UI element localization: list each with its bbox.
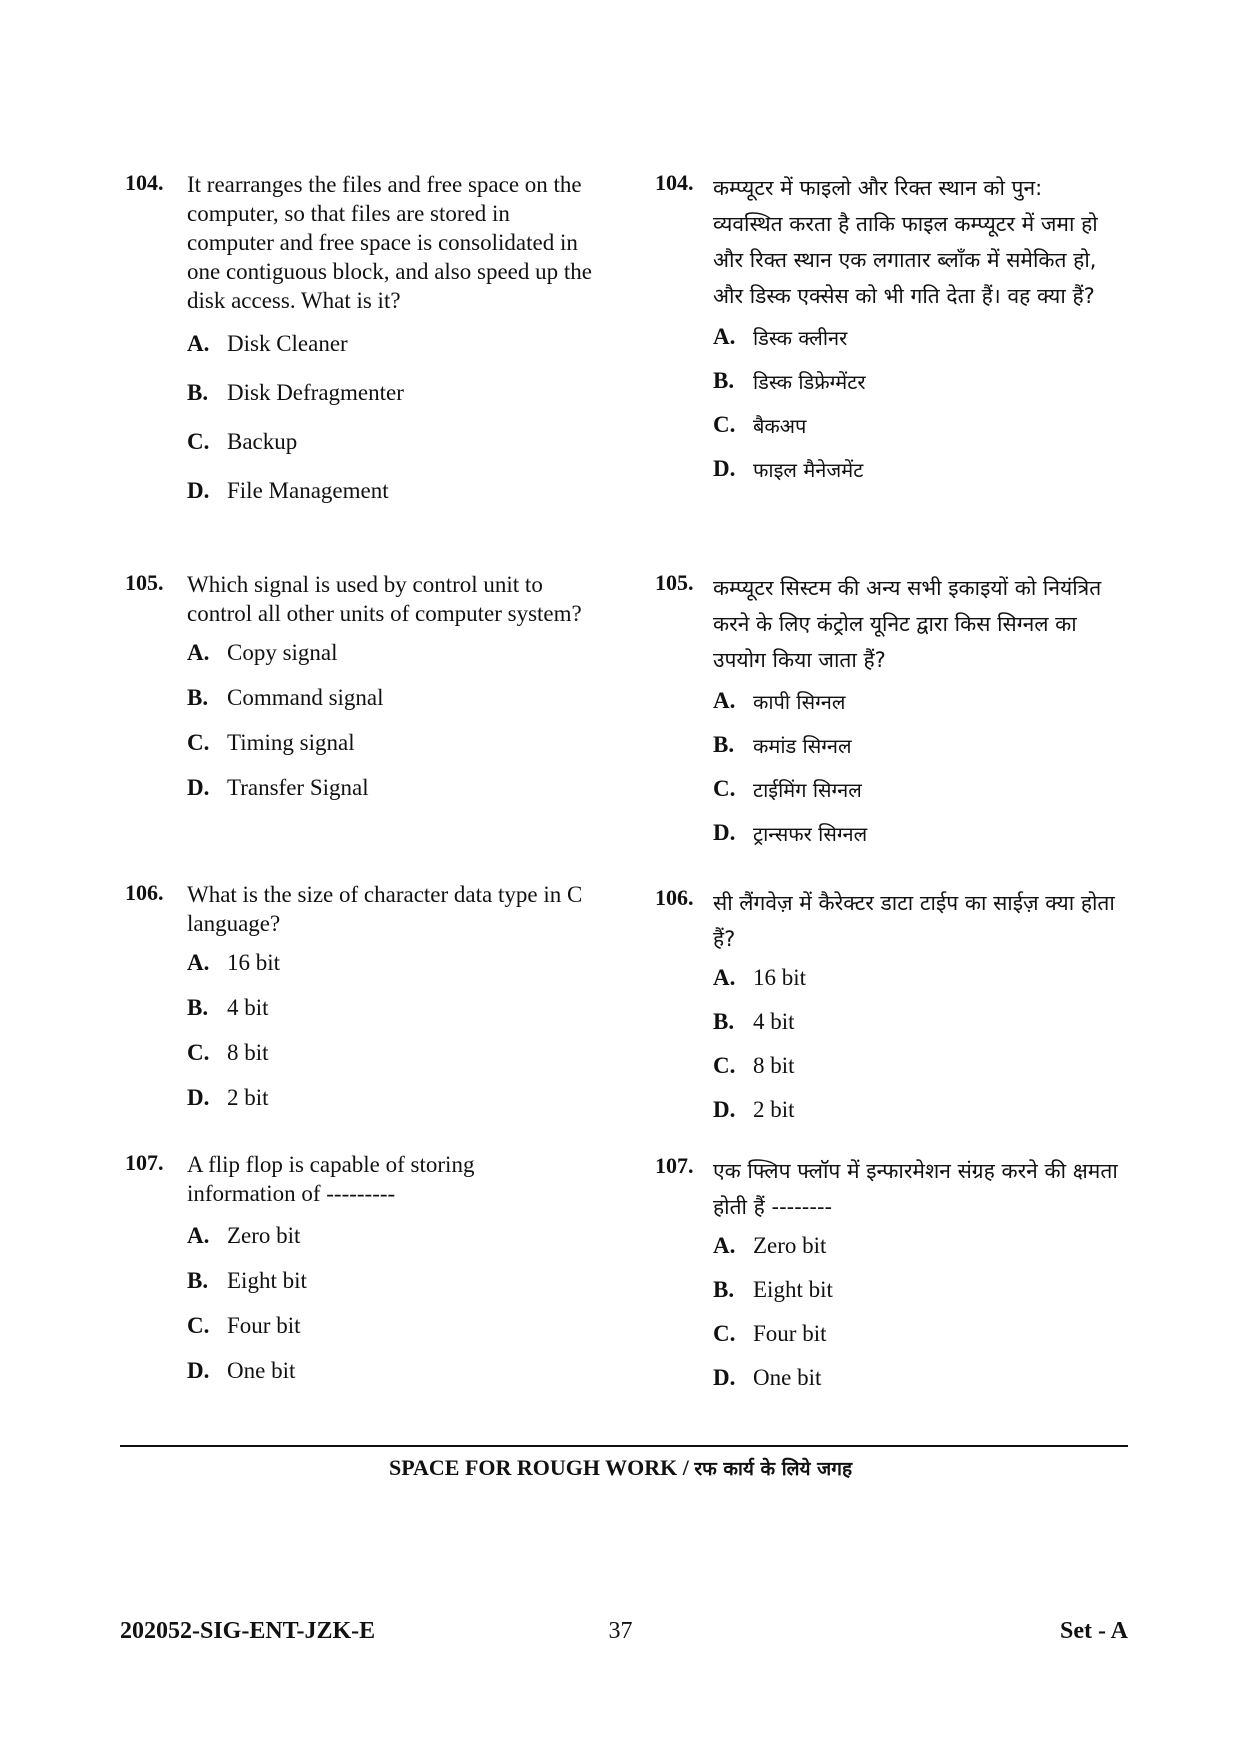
question-number: 104. [125, 170, 164, 195]
question-text: What is the size of character data type in C language? [187, 882, 583, 936]
question-107-hi [655, 1153, 1125, 1413]
question-number: 105. [125, 570, 164, 595]
option-b: B. Eight bit [713, 1277, 833, 1302]
paper-code: 202052-SIG-ENT-JZK-E [120, 1618, 376, 1644]
option-c: C. 8 bit [187, 1040, 269, 1065]
option-c: C. बैकअप [713, 412, 807, 438]
rough-work-hi: रफ कार्य के लिये जगह [694, 1458, 853, 1480]
option-a: A. Disk Cleaner [187, 331, 348, 356]
question-text: Which signal is used by control unit to control all other units of computer system? [187, 572, 582, 626]
question-number: 104. [655, 170, 694, 195]
option-a: A. Zero bit [713, 1233, 827, 1258]
option-d: D. One bit [713, 1365, 822, 1390]
option-a: A. 16 bit [713, 965, 807, 990]
option-a: A. Zero bit [187, 1223, 301, 1248]
question-number: 105. [655, 570, 694, 595]
question-text: एक फ्लिप फ्लॉप में इन्फारमेशन संग्रह करने की क्षमता होती हैं -------- [713, 1159, 1118, 1219]
question-104-en [125, 170, 605, 515]
divider-rule [120, 1445, 1128, 1447]
question-number: 106. [655, 885, 694, 910]
option-a: A. डिस्क क्लीनर [713, 324, 848, 350]
option-d: D. 2 bit [187, 1085, 269, 1110]
question-number: 106. [125, 880, 164, 905]
option-c: C. 8 bit [713, 1053, 795, 1078]
option-d: D. फाइल मैनेजमेंट [713, 456, 864, 482]
set-label: Set - A [1060, 1618, 1128, 1644]
page-number: 37 [608, 1618, 633, 1644]
question-number: 107. [125, 1150, 164, 1175]
hindi-column [655, 170, 1125, 1413]
option-a: A. कापी सिग्नल [713, 688, 846, 714]
option-c: C. Four bit [713, 1321, 827, 1346]
option-a: A. Copy signal [187, 640, 338, 665]
question-106-en [125, 880, 605, 1150]
question-105-en [125, 570, 605, 880]
question-text: सी लैंगवेज़ में कैरेक्टर डाटा टाईप का साईज़ क्या होता हैं? [713, 891, 1115, 951]
question-104-hi [655, 170, 1125, 570]
rough-work-label [0, 1455, 1241, 1481]
option-b: B. Disk Defragmenter [187, 380, 404, 405]
question-text: A flip flop is capable of storing information of --------- [187, 1152, 475, 1206]
rough-work-en: SPACE FOR ROUGH WORK / [388, 1455, 695, 1480]
option-b: B. Eight bit [187, 1268, 307, 1293]
option-b: B. Command signal [187, 685, 384, 710]
option-c: C. टाईमिंग सिग्नल [713, 776, 862, 802]
question-106-hi [655, 885, 1125, 1153]
option-b: B. कमांड सिग्नल [713, 732, 852, 758]
option-b: B. 4 bit [187, 995, 269, 1020]
option-d: D. 2 bit [713, 1097, 795, 1122]
question-text: कम्प्यूटर में फाइलो और रिक्त स्थान को पुन: व्यवस्थित करता है ताकि फाइल कम्प्यूटर में जमा हो और रिक्त स्थान एक लगातार ब्लॉंक में समेकित हो, और डिस्क एक्सेस को भी गति देता हैं। वह क्या हैं? [713, 176, 1098, 308]
question-107-en [125, 1150, 605, 1410]
english-column [125, 170, 605, 1410]
question-105-hi [655, 570, 1125, 885]
question-text: कम्प्यूटर सिस्टम की अन्य सभी इकाइयों को नियंत्रित करने के लिए कंट्रोल यूनिट द्वारा किस सिग्नल का उपयोग किया जाता हैं? [713, 576, 1102, 672]
option-c: C. Four bit [187, 1313, 301, 1338]
question-text: It rearranges the files and free space on the computer, so that files are stored in computer and free space is consolidated in one contiguous block, and also speed up the disk access. What is it? [187, 172, 592, 313]
option-c: C. Backup [187, 429, 298, 454]
option-d: D. ट्रान्सफर सिग्नल [713, 820, 868, 846]
option-a: A. 16 bit [187, 950, 281, 975]
option-b: B. 4 bit [713, 1009, 795, 1034]
option-d: D. Transfer Signal [187, 775, 369, 800]
option-d: D. One bit [187, 1358, 296, 1383]
option-b: B. डिस्क डिफ्रेग्मेंटर [713, 368, 866, 394]
option-d: D. File Management [187, 478, 389, 503]
option-c: C. Timing signal [187, 730, 355, 755]
question-number: 107. [655, 1153, 694, 1178]
